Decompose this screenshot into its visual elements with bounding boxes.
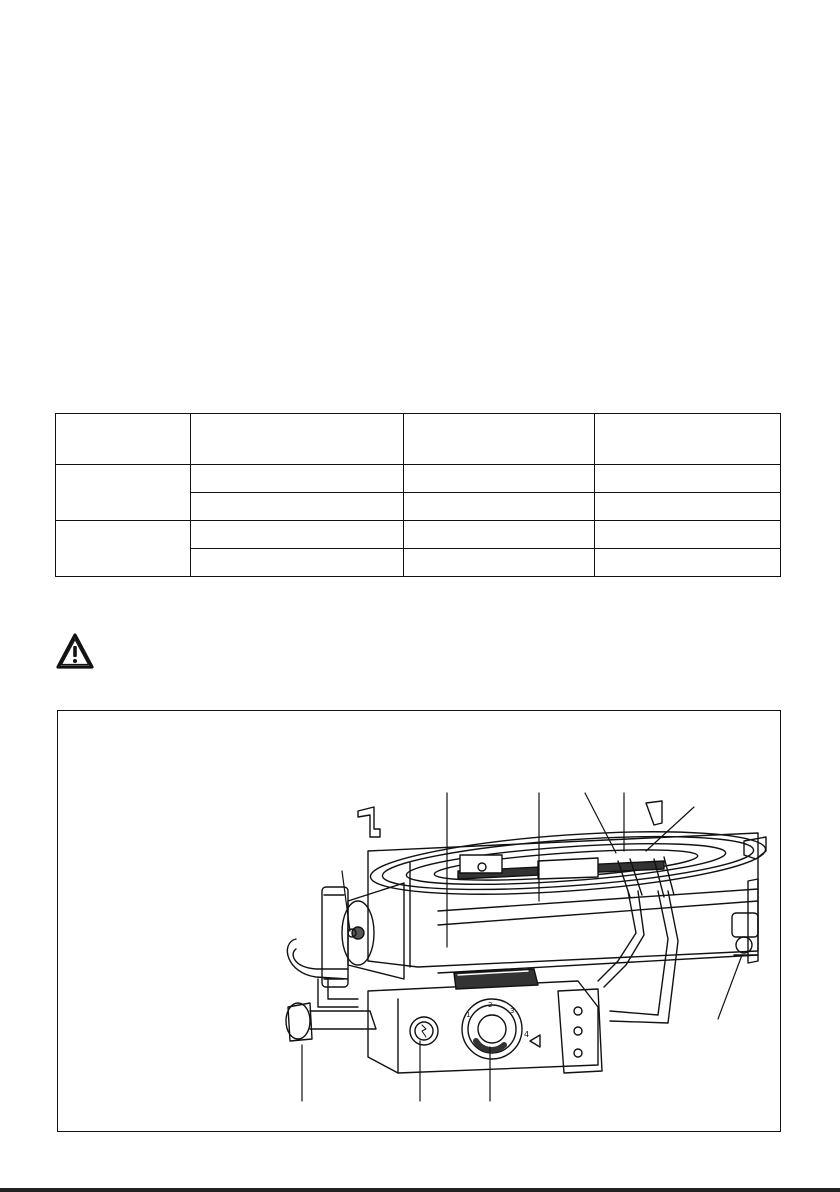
table-cell: [595, 521, 781, 549]
table-cell: [191, 521, 404, 549]
table-cell: [191, 465, 404, 493]
table-row: [56, 521, 781, 549]
callout-leader: [718, 955, 742, 1019]
table-cell: [404, 465, 595, 493]
table-header-cell: [595, 414, 781, 465]
table-cell: [595, 465, 781, 493]
page-bottom-edge: [0, 1188, 840, 1192]
table-group-label: [56, 465, 191, 521]
table-cell: [404, 549, 595, 577]
spec-table: [55, 413, 781, 577]
table-cell: [191, 549, 404, 577]
table-row: [56, 465, 781, 493]
warning-triangle-icon: [55, 632, 95, 672]
table-cell: [595, 493, 781, 521]
table-cell: [404, 521, 595, 549]
svg-text:2: 2: [488, 1001, 493, 1009]
table-header-row: [56, 414, 781, 465]
table-header-cell: [404, 414, 595, 465]
table-group-label: [56, 521, 191, 577]
svg-text:4: 4: [524, 1030, 530, 1039]
svg-text:1: 1: [466, 1011, 471, 1019]
table-cell: [595, 549, 781, 577]
table-header-cell: [56, 414, 191, 465]
table-cell: [191, 493, 404, 521]
svg-text:3: 3: [510, 1007, 515, 1015]
table-cell: [404, 493, 595, 521]
table-header-cell: [191, 414, 404, 465]
burner-figure: [57, 710, 781, 1132]
blank-text-area: [0, 0, 840, 400]
callout-leader: [585, 793, 616, 853]
burner-assembly-illustration: [58, 711, 782, 1133]
